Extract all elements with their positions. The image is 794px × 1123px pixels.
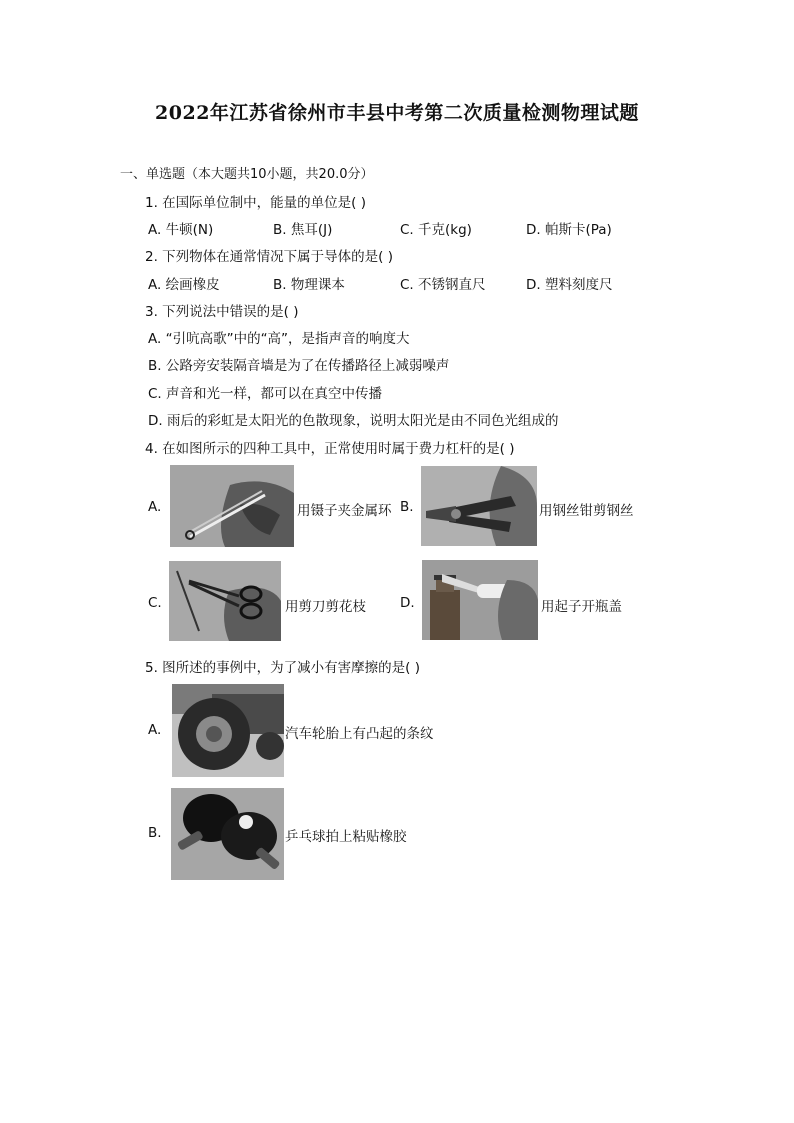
tweezers-photo-icon[interactable] [170,465,294,547]
q1-option-a[interactable]: A. 牛顿(N) [148,222,214,238]
q4-option-d-caption: 用起子开瓶盖 [541,599,622,615]
q3-option-c[interactable]: C. 声音和光一样，都可以在真空中传播 [148,386,383,402]
q4-option-c-caption: 用剪刀剪花枝 [285,599,366,615]
q4-option-a-letter[interactable]: A. [148,499,162,515]
q5-option-b-letter[interactable]: B. [148,825,162,841]
ping-pong-paddles-photo-icon[interactable] [171,788,284,880]
q1-option-c[interactable]: C. 千克(kg) [400,222,472,238]
q2-option-d[interactable]: D. 塑料刻度尺 [526,277,613,293]
section-heading: 一、单选题（本大题共10小题，共20.0分） [120,167,374,182]
q3-option-d[interactable]: D. 雨后的彩虹是太阳光的色散现象，说明太阳光是由不同色光组成的 [148,413,559,429]
question-2-stem: 2. 下列物体在通常情况下属于导体的是( ) [145,249,393,265]
q2-option-c[interactable]: C. 不锈钢直尺 [400,277,486,293]
q4-option-b-letter[interactable]: B. [400,499,414,515]
page-title: 2022年江苏省徐州市丰县中考第二次质量检测物理试题 [155,102,639,124]
q3-option-a[interactable]: A. “引吭高歌”中的“高”，是指声音的响度大 [148,331,410,347]
q1-option-b[interactable]: B. 焦耳(J) [273,222,333,238]
q1-option-d[interactable]: D. 帕斯卡(Pa) [526,222,612,238]
q4-option-b-caption: 用钢丝钳剪钢丝 [539,503,634,519]
question-1-stem: 1. 在国际单位制中，能量的单位是( ) [145,195,366,211]
q3-option-b[interactable]: B. 公路旁安装隔音墙是为了在传播路径上减弱噪声 [148,358,450,374]
tractor-tire-photo-icon[interactable] [172,684,284,777]
q4-option-a-caption: 用镊子夹金属环 [297,503,392,519]
q2-option-a[interactable]: A. 绘画橡皮 [148,277,220,293]
q5-option-b-caption: 乒乓球拍上粘贴橡胶 [285,829,407,845]
question-4-stem: 4. 在如图所示的四种工具中，正常使用时属于费力杠杆的是( ) [145,441,515,457]
question-3-stem: 3. 下列说法中错误的是( ) [145,304,299,320]
q5-option-a-letter[interactable]: A. [148,722,162,738]
question-5-stem: 5. 图所述的事例中，为了减小有害摩擦的是( ) [145,660,420,676]
q2-option-b[interactable]: B. 物理课本 [273,277,345,293]
q5-option-a-caption: 汽车轮胎上有凸起的条纹 [285,726,434,742]
q4-option-d-letter[interactable]: D. [400,595,415,611]
bottle-opener-photo-icon[interactable] [422,560,538,640]
scissors-photo-icon[interactable] [169,561,281,641]
q4-option-c-letter[interactable]: C. [148,595,162,611]
pliers-photo-icon[interactable] [421,466,537,546]
